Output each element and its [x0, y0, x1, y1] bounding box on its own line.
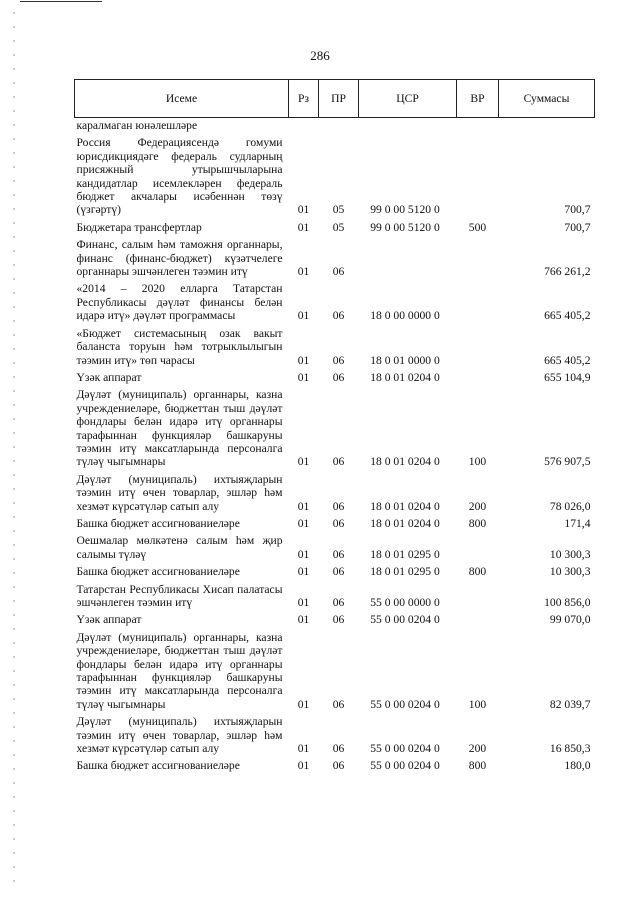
cell-csr: 55 0 00 0204 0	[370, 697, 440, 711]
cell-csr: 18 0 00 0000 0	[370, 309, 440, 323]
cell-vr: 100	[468, 697, 487, 711]
cell-name: Татарстан Республикасы Хисап палатасы эшчәнлеген тәэмин итү	[76, 582, 283, 609]
table-header-row	[75, 80, 595, 118]
cell-sum: 16 850,3	[549, 742, 591, 756]
cell-csr: 55 0 00 0204 0	[370, 742, 440, 756]
cell-vr: 200	[468, 742, 487, 756]
cell-name: Башка бюджет ассигнованиеләре	[76, 516, 240, 530]
cell-rz: 01	[297, 596, 310, 609]
table-row	[75, 628, 595, 712]
cell-pr: 06	[332, 265, 345, 279]
header-csr: ЦСР	[359, 80, 457, 118]
cell-rz: 01	[297, 455, 310, 469]
cell-rz	[289, 118, 319, 134]
cell-pr: 06	[332, 565, 345, 579]
cell-csr: 18 0 01 0295 0	[370, 565, 440, 579]
cell-sum: 180,0	[564, 759, 591, 773]
cell-name: Башка бюджет ассигнованиеләре	[76, 759, 240, 773]
cell-sum: 665 405,2	[544, 353, 591, 367]
cell-sum: 766 261,2	[544, 265, 591, 279]
cell-pr: 06	[332, 516, 345, 530]
cell-csr	[359, 235, 457, 279]
cell-csr: 55 0 00 0204 0	[370, 759, 440, 773]
cell-csr: 55 0 00 0204 0	[370, 613, 440, 627]
cell-sum: 171,4	[564, 516, 591, 530]
cell-name: Финанс, салым һәм таможня органнары, финанс (финанс-бюджет) күзәтчелеге органнары эшчәнлеген тәэмин итү	[76, 238, 283, 279]
table-row	[75, 470, 595, 514]
cell-vr	[457, 368, 499, 385]
cell-sum: 655 104,9	[544, 370, 591, 384]
cell-pr: 06	[332, 370, 345, 384]
table-row	[75, 756, 595, 773]
cell-vr	[457, 279, 499, 323]
table-row	[75, 562, 595, 579]
cell-rz: 01	[297, 353, 310, 367]
header-rz: Рз	[289, 80, 319, 118]
cell-csr: 18 0 01 0204 0	[370, 455, 440, 469]
cell-csr: 18 0 01 0204 0	[370, 499, 440, 513]
table-row	[75, 514, 595, 531]
header-pr: ПР	[319, 80, 359, 118]
cell-rz: 01	[297, 309, 310, 323]
cell-vr: 800	[468, 759, 487, 773]
cell-name: Үзәк аппарат	[76, 370, 142, 384]
table-row	[75, 324, 595, 368]
cell-csr: 99 0 00 5120 0	[370, 203, 440, 217]
cell-vr	[457, 118, 499, 134]
cell-vr	[457, 133, 499, 217]
cell-sum: 665 405,2	[544, 309, 591, 323]
table-row	[75, 712, 595, 756]
cell-name: Дәүләт (муниципаль) органнары, казна учреждениеләре, бюджеттан тыш дәүләт фондлары белән идарә итү органнары тарафыннан функцияләр башкаруны тәэмин итү максатларында персоналга түләү чыгымнары	[76, 630, 283, 711]
cell-name: «Бюджет системасының озак вакыт баланста торуын һәм тотрыклылыгын тәэмин итү» төп чарасы	[76, 326, 283, 367]
header-sum: Суммасы	[499, 80, 595, 118]
cell-name: Дәүләт (муниципаль) ихтыяҗларын тәэмин итү өчен товарлар, эшләр һәм хезмәт күрсәтүләр сатып алу	[76, 715, 283, 756]
cell-pr: 06	[332, 596, 345, 609]
header-name: Исеме	[75, 80, 289, 118]
table-row	[75, 385, 595, 469]
cell-pr: 06	[332, 353, 345, 367]
cell-csr: 18 0 01 0204 0	[370, 516, 440, 530]
cell-csr: 55 0 00 0000 0	[370, 596, 440, 609]
cell-sum: 700,7	[564, 220, 591, 234]
budget-table	[74, 79, 595, 774]
table-row	[75, 279, 595, 323]
cell-name: Дәүләт (муниципаль) ихтыяҗларын тәэмин итү өчен товарлар, эшләр һәм хезмәт күрсәтүләр сатып алу	[76, 472, 283, 513]
cell-csr	[359, 118, 457, 134]
cell-vr: 800	[468, 565, 487, 579]
cell-pr	[319, 118, 359, 134]
cell-vr	[457, 580, 499, 611]
cell-pr: 06	[332, 697, 345, 711]
cell-rz: 01	[297, 613, 310, 627]
cell-vr	[457, 235, 499, 279]
page-number: 286	[310, 48, 330, 63]
table-row	[75, 118, 595, 134]
cell-sum: 576 907,5	[544, 455, 591, 469]
cell-pr: 05	[332, 220, 345, 234]
cell-rz: 01	[297, 742, 310, 756]
cell-sum: 99 070,0	[549, 613, 591, 627]
cell-sum: 100 856,0	[544, 596, 591, 609]
scan-margin-marks	[13, 12, 15, 892]
cell-name: Россия Федерациясендә гомуми юрисдикциядәге федераль судларның присяжный утырышчыларына кандидатлар исемлекләрен федераль бюджет акчалары исәбеннән төзү (үзгәртү)	[76, 136, 283, 217]
table-row	[75, 368, 595, 385]
cell-pr: 06	[332, 547, 345, 561]
cell-pr: 06	[332, 759, 345, 773]
cell-rz: 01	[297, 203, 310, 217]
cell-name: Үзәк аппарат	[76, 613, 142, 627]
cell-sum: 10 300,3	[549, 565, 591, 579]
cell-rz: 01	[297, 516, 310, 530]
cell-sum: 10 300,3	[549, 547, 591, 561]
cell-pr: 05	[332, 203, 345, 217]
table-row	[75, 235, 595, 279]
cell-pr: 06	[332, 309, 345, 323]
cell-vr	[457, 324, 499, 368]
header-vr: ВР	[457, 80, 499, 118]
cell-sum: 82 039,7	[549, 697, 591, 711]
cell-sum	[499, 118, 595, 134]
cell-rz: 01	[297, 220, 310, 234]
cell-vr	[457, 610, 499, 627]
corner-rule	[20, 1, 102, 2]
cell-vr: 200	[468, 499, 487, 513]
cell-rz: 01	[297, 370, 310, 384]
cell-name: Оешмалар мөлкәтенә салым һәм җир салымы түләү	[76, 534, 283, 561]
cell-rz: 01	[297, 265, 310, 279]
cell-pr: 06	[332, 455, 345, 469]
table-row	[75, 133, 595, 217]
cell-name: Дәүләт (муниципаль) органнары, казна учреждениеләре, бюджеттан тыш дәүләт фондлары белән идарә итү органнары тарафыннан функцияләр башкаруны тәэмин итү максатларында персоналга түләү чыгымнары	[76, 388, 283, 469]
cell-vr: 500	[468, 220, 487, 234]
cell-name: «2014 – 2020 елларга Татарстан Республикасы дәүләт финансы белән идарә итү» дәүләт программасы	[76, 282, 283, 323]
cell-pr: 06	[332, 742, 345, 756]
cell-vr: 100	[468, 455, 487, 469]
cell-name: каралмаган юнәлешләре	[76, 119, 198, 132]
table-row	[75, 218, 595, 235]
cell-rz: 01	[297, 499, 310, 513]
cell-pr: 06	[332, 613, 345, 627]
cell-vr	[457, 531, 499, 562]
cell-name: Башка бюджет ассигнованиеләре	[76, 565, 240, 579]
cell-rz: 01	[297, 759, 310, 773]
table-body	[75, 118, 595, 774]
cell-pr: 06	[332, 499, 345, 513]
cell-csr: 18 0 01 0000 0	[370, 353, 440, 367]
table-row	[75, 610, 595, 627]
cell-vr: 800	[468, 516, 487, 530]
cell-csr: 18 0 01 0204 0	[370, 370, 440, 384]
cell-sum: 78 026,0	[549, 499, 591, 513]
cell-csr: 18 0 01 0295 0	[370, 547, 440, 561]
cell-rz: 01	[297, 565, 310, 579]
cell-name: Бюджетара трансфертлар	[76, 220, 202, 234]
table-row	[75, 580, 595, 611]
cell-rz: 01	[297, 547, 310, 561]
table-row	[75, 531, 595, 562]
cell-sum: 700,7	[564, 203, 591, 217]
cell-rz: 01	[297, 697, 310, 711]
cell-csr: 99 0 00 5120 0	[370, 220, 440, 234]
